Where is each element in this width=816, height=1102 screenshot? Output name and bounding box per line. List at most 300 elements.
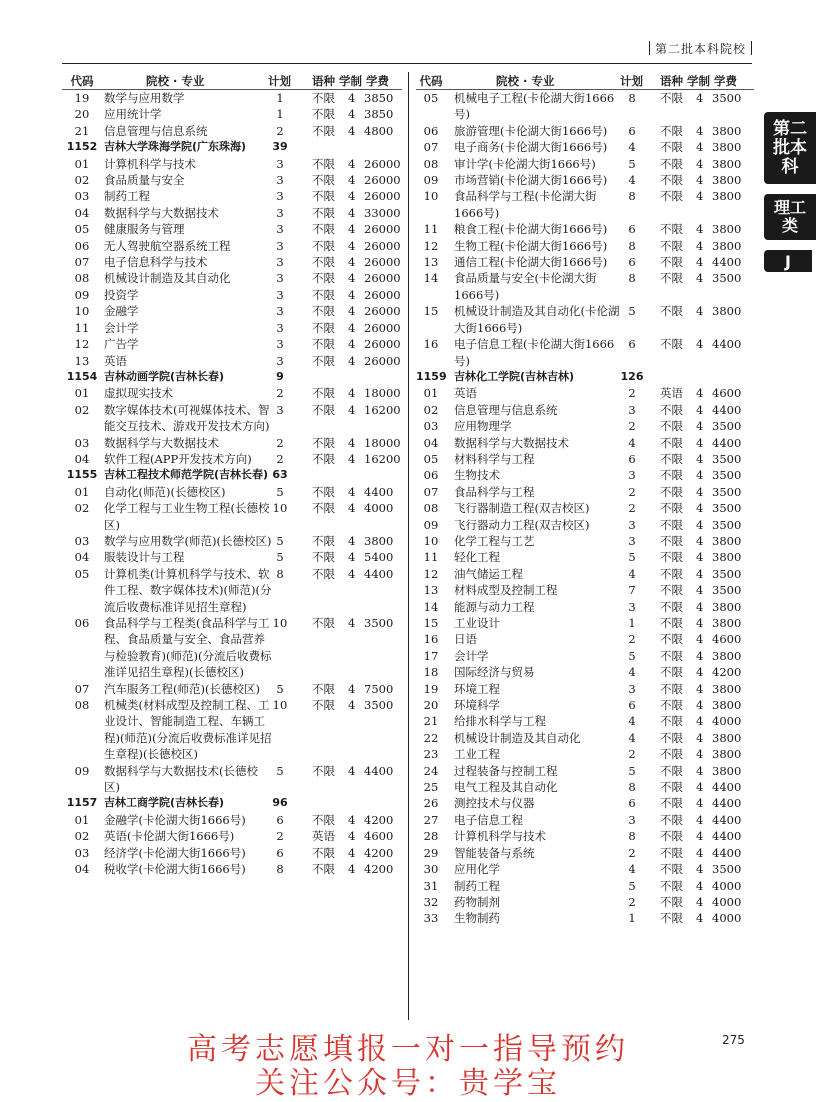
table-row xyxy=(416,582,754,598)
plan-cell: 2 xyxy=(276,435,284,450)
years-cell: 4 xyxy=(696,222,704,237)
plan-cell: 5 xyxy=(628,156,636,171)
code-cell: 17 xyxy=(423,648,439,663)
language-cell: 不限 xyxy=(660,271,683,286)
code-cell: 09 xyxy=(423,173,439,188)
major-name-cell: 制药工程 xyxy=(454,878,500,893)
letter-tab: J xyxy=(764,250,812,272)
major-name-cell: 机械类(材料成型及控制工程、工业设计、智能制造工程、车辆工程)(师范)(分流后收费标准详见招生章程)(长德校区) xyxy=(104,698,272,762)
language-cell: 不限 xyxy=(660,911,683,926)
plan-cell: 8 xyxy=(628,238,636,253)
language-cell: 不限 xyxy=(312,156,335,171)
plan-cell: 39 xyxy=(272,140,288,154)
fee-cell: 4000 xyxy=(712,894,742,909)
major-name-cell: 飞行器动力工程(双吉校区) xyxy=(454,517,590,532)
language-cell: 不限 xyxy=(660,845,683,860)
code-cell: 10 xyxy=(74,304,90,319)
header-code: 代码 xyxy=(70,74,94,88)
years-cell: 4 xyxy=(696,304,704,319)
table-row xyxy=(416,500,754,516)
code-cell: 01 xyxy=(74,812,90,827)
code-cell: 21 xyxy=(423,714,439,729)
major-name-cell: 金融学(卡伦湖大街1666号) xyxy=(104,812,246,827)
language-cell: 不限 xyxy=(660,698,683,713)
fee-cell: 4400 xyxy=(364,763,394,778)
code-cell: 01 xyxy=(74,386,90,401)
fee-cell: 26000 xyxy=(364,156,401,171)
language-cell: 不限 xyxy=(312,353,335,368)
plan-cell: 8 xyxy=(628,271,636,286)
code-cell: 09 xyxy=(423,517,439,532)
table-row xyxy=(416,533,754,549)
code-cell: 10 xyxy=(423,189,439,204)
years-cell: 4 xyxy=(696,91,704,105)
major-name-cell: 健康服务与管理 xyxy=(104,222,185,237)
years-cell: 4 xyxy=(696,780,704,795)
code-cell: 02 xyxy=(74,829,90,844)
fee-cell: 4000 xyxy=(712,714,742,729)
fee-cell: 3800 xyxy=(712,533,742,548)
major-name-cell: 数据科学与大数据技术 xyxy=(104,435,219,450)
years-cell: 4 xyxy=(696,796,704,811)
major-name-cell: 计算机类(计算机科学与技术、软件工程、数字媒体技术)(师范)(分流后收费标准详见招生章程) xyxy=(104,566,272,614)
table-row xyxy=(416,172,754,188)
code-cell: 1154 xyxy=(66,369,98,383)
table-row xyxy=(62,451,402,467)
years-cell: 4 xyxy=(696,189,704,204)
major-name-cell: 会计学 xyxy=(454,648,489,663)
code-cell: 03 xyxy=(423,419,439,434)
plan-cell: 2 xyxy=(628,501,636,516)
table-row xyxy=(416,238,754,254)
table-row xyxy=(62,697,402,763)
language-cell: 不限 xyxy=(312,698,335,713)
plan-cell: 4 xyxy=(628,714,636,729)
code-cell: 30 xyxy=(423,862,439,877)
major-name-cell: 数学与应用数学(师范)(长德校区) xyxy=(104,533,272,548)
major-name-cell: 应用化学 xyxy=(454,862,500,877)
language-cell: 不限 xyxy=(660,533,683,548)
plan-cell: 6 xyxy=(628,698,636,713)
left-column xyxy=(62,68,402,878)
table-row xyxy=(416,746,754,762)
fee-cell: 3800 xyxy=(712,616,742,630)
table-row xyxy=(416,517,754,533)
fee-cell: 3800 xyxy=(712,304,742,319)
fee-cell: 4000 xyxy=(712,878,742,893)
plan-cell: 5 xyxy=(628,878,636,893)
table-row xyxy=(62,287,402,303)
major-name-cell: 无人驾驶航空器系统工程 xyxy=(104,238,231,253)
table-row xyxy=(416,894,754,910)
fee-cell: 7500 xyxy=(364,681,394,696)
language-cell: 不限 xyxy=(660,616,683,630)
fee-cell: 3800 xyxy=(712,599,742,614)
fee-cell: 3500 xyxy=(712,501,742,516)
major-name-cell: 服装设计与工程 xyxy=(104,550,185,565)
fee-cell: 3800 xyxy=(364,533,394,548)
plan-cell: 8 xyxy=(628,189,636,204)
table-row xyxy=(62,861,402,877)
plan-cell: 2 xyxy=(276,829,284,844)
years-cell: 4 xyxy=(348,862,356,877)
fee-cell: 3800 xyxy=(712,140,742,155)
major-name-cell: 广告学 xyxy=(104,337,139,352)
code-cell: 07 xyxy=(423,140,439,155)
fee-cell: 4600 xyxy=(712,632,742,647)
table-row xyxy=(416,467,754,483)
fee-cell: 4400 xyxy=(712,255,742,270)
table-row xyxy=(416,779,754,795)
school-row xyxy=(62,139,402,155)
major-name-cell: 汽车服务工程(师范)(长德校区) xyxy=(104,681,260,696)
code-cell: 1159 xyxy=(416,369,447,383)
table-row xyxy=(416,435,754,451)
code-cell: 28 xyxy=(423,829,439,844)
plan-cell: 2 xyxy=(276,451,284,466)
years-cell: 4 xyxy=(696,862,704,877)
fee-cell: 3800 xyxy=(712,730,742,745)
header-name: 院校 · 专业 xyxy=(146,74,205,88)
plan-cell: 6 xyxy=(628,796,636,811)
plan-cell: 3 xyxy=(628,468,636,483)
years-cell: 4 xyxy=(696,632,704,647)
plan-cell: 5 xyxy=(628,550,636,565)
code-cell: 08 xyxy=(423,501,439,516)
code-cell: 01 xyxy=(74,156,90,171)
plan-cell: 3 xyxy=(276,173,284,188)
table-row xyxy=(62,763,402,796)
fee-cell: 3800 xyxy=(712,189,742,204)
fee-cell: 4200 xyxy=(364,845,394,860)
years-cell: 4 xyxy=(696,435,704,450)
table-row xyxy=(416,139,754,155)
table-row xyxy=(62,566,402,615)
language-cell: 不限 xyxy=(660,517,683,532)
plan-cell: 3 xyxy=(628,402,636,417)
table-row xyxy=(416,156,754,172)
fee-cell: 3800 xyxy=(712,747,742,762)
code-cell: 15 xyxy=(423,304,439,319)
years-cell: 4 xyxy=(696,698,704,713)
table-row xyxy=(62,156,402,172)
language-cell: 不限 xyxy=(660,878,683,893)
years-cell: 4 xyxy=(348,320,356,335)
table-row xyxy=(416,221,754,237)
plan-cell: 3 xyxy=(276,287,284,302)
plan-cell: 5 xyxy=(276,550,284,565)
years-cell: 4 xyxy=(348,550,356,565)
plan-cell: 2 xyxy=(628,484,636,499)
language-cell: 英语 xyxy=(312,829,335,844)
fee-cell: 3500 xyxy=(712,451,742,466)
years-cell: 4 xyxy=(696,747,704,762)
major-name-cell: 信息管理与信息系统 xyxy=(104,123,208,138)
fee-cell: 3800 xyxy=(712,681,742,696)
table-row xyxy=(416,484,754,500)
years-cell: 4 xyxy=(696,402,704,417)
major-name-cell: 材料成型及控制工程 xyxy=(454,583,558,598)
fee-cell: 3800 xyxy=(712,123,742,138)
code-cell: 07 xyxy=(423,484,439,499)
years-cell: 4 xyxy=(348,616,356,630)
fee-cell: 18000 xyxy=(364,435,401,450)
code-cell: 12 xyxy=(423,238,439,253)
language-cell: 不限 xyxy=(660,894,683,909)
major-name-cell: 电气工程及其自动化 xyxy=(454,780,558,795)
code-cell: 06 xyxy=(74,616,90,630)
major-name-cell: 制药工程 xyxy=(104,189,150,204)
years-cell: 4 xyxy=(348,484,356,499)
code-cell: 13 xyxy=(74,353,90,368)
plan-cell: 6 xyxy=(628,451,636,466)
fee-cell: 4400 xyxy=(712,796,742,811)
language-cell: 不限 xyxy=(660,763,683,778)
code-cell: 20 xyxy=(74,107,90,122)
fee-cell: 33000 xyxy=(364,205,401,220)
table-row xyxy=(416,795,754,811)
code-cell: 02 xyxy=(74,402,90,417)
plan-cell: 4 xyxy=(628,140,636,155)
years-cell: 4 xyxy=(348,287,356,302)
plan-cell: 6 xyxy=(628,222,636,237)
major-name-cell: 市场营销(卡伦湖大街1666号) xyxy=(454,173,608,188)
major-name-cell: 食品科学与工程 xyxy=(454,484,535,499)
fee-cell: 4800 xyxy=(364,123,394,138)
fee-cell: 26000 xyxy=(364,304,401,319)
years-cell: 4 xyxy=(348,107,356,122)
major-name-cell: 日语 xyxy=(454,632,477,647)
fee-cell: 4400 xyxy=(712,402,742,417)
language-cell: 不限 xyxy=(312,533,335,548)
table-row xyxy=(416,648,754,664)
table-row xyxy=(62,205,402,221)
code-cell: 13 xyxy=(423,255,439,270)
language-cell: 不限 xyxy=(660,435,683,450)
code-cell: 05 xyxy=(423,91,439,105)
fee-cell: 3800 xyxy=(712,550,742,565)
years-cell: 4 xyxy=(696,533,704,548)
years-cell: 4 xyxy=(696,878,704,893)
plan-cell: 4 xyxy=(628,173,636,188)
fee-cell: 3800 xyxy=(712,222,742,237)
major-name-cell: 旅游管理(卡伦湖大街1666号) xyxy=(454,123,608,138)
table-row xyxy=(62,90,402,106)
years-cell: 4 xyxy=(348,533,356,548)
plan-cell: 2 xyxy=(628,419,636,434)
school-name-cell: 吉林化工学院(吉林吉林) xyxy=(454,369,575,383)
table-row xyxy=(62,238,402,254)
left-table-body xyxy=(62,90,402,878)
language-cell: 不限 xyxy=(312,189,335,204)
plan-cell: 5 xyxy=(628,648,636,663)
code-cell: 29 xyxy=(423,845,439,860)
major-name-cell: 英语(卡伦湖大街1666号) xyxy=(104,829,235,844)
header-rule xyxy=(62,63,752,64)
language-cell: 不限 xyxy=(660,140,683,155)
plan-cell: 5 xyxy=(276,763,284,778)
years-cell: 4 xyxy=(348,304,356,319)
years-cell: 4 xyxy=(348,402,356,417)
language-cell: 不限 xyxy=(660,91,683,105)
major-name-cell: 计算机科学与技术 xyxy=(104,156,196,171)
page-number: 275 xyxy=(722,1033,745,1047)
code-cell: 06 xyxy=(423,468,439,483)
language-cell: 不限 xyxy=(312,304,335,319)
code-cell: 11 xyxy=(423,550,439,565)
language-cell: 不限 xyxy=(312,238,335,253)
years-cell: 4 xyxy=(696,911,704,926)
fee-cell: 26000 xyxy=(364,271,401,286)
code-cell: 1152 xyxy=(66,140,98,154)
plan-cell: 8 xyxy=(276,862,284,877)
plan-cell: 2 xyxy=(276,123,284,138)
years-cell: 4 xyxy=(696,599,704,614)
major-name-cell: 金融学 xyxy=(104,304,139,319)
code-cell: 04 xyxy=(74,550,90,565)
code-cell: 33 xyxy=(423,911,439,926)
table-row xyxy=(62,336,402,352)
plan-cell: 3 xyxy=(276,205,284,220)
fee-cell: 3500 xyxy=(712,566,742,581)
fee-cell: 3850 xyxy=(364,107,394,122)
years-cell: 4 xyxy=(696,337,704,352)
table-row xyxy=(62,172,402,188)
major-name-cell: 信息管理与信息系统 xyxy=(454,402,558,417)
major-name-cell: 计算机科学与技术 xyxy=(454,829,546,844)
language-cell: 不限 xyxy=(660,780,683,795)
major-name-cell: 智能装备与系统 xyxy=(454,845,535,860)
header-plan: 计划 xyxy=(268,74,291,88)
plan-cell: 3 xyxy=(628,599,636,614)
fee-cell: 3800 xyxy=(712,648,742,663)
table-row xyxy=(62,533,402,549)
language-cell: 不限 xyxy=(312,173,335,188)
code-cell: 19 xyxy=(74,91,90,105)
language-cell: 不限 xyxy=(660,156,683,171)
years-cell: 4 xyxy=(696,255,704,270)
table-row xyxy=(62,484,402,500)
language-cell: 不限 xyxy=(312,845,335,860)
language-cell: 不限 xyxy=(660,419,683,434)
major-name-cell: 数据科学与大数据技术 xyxy=(454,435,569,450)
plan-cell: 8 xyxy=(628,91,636,105)
code-cell: 09 xyxy=(74,287,90,302)
major-name-cell: 电子信息工程(卡伦湖大街1666号) xyxy=(454,337,615,368)
major-name-cell: 食品质量与安全 xyxy=(104,173,185,188)
major-name-cell: 数学与应用数学 xyxy=(104,91,185,105)
plan-cell: 3 xyxy=(276,271,284,286)
code-cell: 08 xyxy=(74,271,90,286)
code-cell: 02 xyxy=(423,402,439,417)
language-cell: 不限 xyxy=(660,599,683,614)
major-name-cell: 电子商务(卡伦湖大街1666号) xyxy=(454,140,608,155)
code-cell: 32 xyxy=(423,894,439,909)
plan-cell: 3 xyxy=(628,533,636,548)
header-plan: 计划 xyxy=(620,74,643,88)
plan-cell: 3 xyxy=(276,337,284,352)
code-cell: 10 xyxy=(423,533,439,548)
years-cell: 4 xyxy=(696,123,704,138)
code-cell: 02 xyxy=(74,173,90,188)
plan-cell: 63 xyxy=(272,468,288,482)
plan-cell: 3 xyxy=(276,402,284,417)
language-cell: 不限 xyxy=(660,255,683,270)
major-name-cell: 工业设计 xyxy=(454,616,500,630)
table-row xyxy=(416,303,754,336)
fee-cell: 5400 xyxy=(364,550,394,565)
code-cell: 05 xyxy=(74,222,90,237)
plan-cell: 1 xyxy=(628,616,636,630)
language-cell: 不限 xyxy=(312,107,335,122)
table-row xyxy=(416,910,754,926)
table-row xyxy=(416,615,754,631)
years-cell: 4 xyxy=(696,451,704,466)
major-name-cell: 经济学(卡伦湖大街1666号) xyxy=(104,845,246,860)
major-name-cell: 数字媒体技术(可视媒体技术、智能交互技术、游戏开发技术方向) xyxy=(104,402,270,434)
code-cell: 14 xyxy=(423,271,439,286)
plan-cell: 126 xyxy=(620,369,644,383)
language-cell: 不限 xyxy=(312,402,335,417)
table-row xyxy=(416,402,754,418)
fee-cell: 3850 xyxy=(364,91,394,105)
fee-cell: 3500 xyxy=(712,419,742,434)
language-cell: 不限 xyxy=(312,320,335,335)
fee-cell: 26000 xyxy=(364,320,401,335)
language-cell: 不限 xyxy=(312,616,335,630)
years-cell: 4 xyxy=(348,255,356,270)
fee-cell: 3500 xyxy=(712,271,742,286)
major-name-cell: 软件工程(APP开发技术方向) xyxy=(104,451,252,466)
table-row xyxy=(62,270,402,286)
language-cell: 英语 xyxy=(660,386,683,401)
plan-cell: 10 xyxy=(272,698,288,713)
code-cell: 21 xyxy=(74,123,90,138)
fee-cell: 26000 xyxy=(364,337,401,352)
language-cell: 不限 xyxy=(312,681,335,696)
major-name-cell: 国际经济与贸易 xyxy=(454,665,535,680)
plan-cell: 3 xyxy=(276,156,284,171)
plan-cell: 96 xyxy=(272,796,288,810)
table-row xyxy=(416,90,754,123)
table-row xyxy=(416,697,754,713)
years-cell: 4 xyxy=(696,140,704,155)
code-cell: 03 xyxy=(74,845,90,860)
fee-cell: 16200 xyxy=(364,402,401,417)
fee-cell: 4600 xyxy=(364,829,394,844)
code-cell: 12 xyxy=(423,566,439,581)
code-cell: 23 xyxy=(423,747,439,762)
code-cell: 22 xyxy=(423,730,439,745)
major-name-cell: 生物技术 xyxy=(454,468,500,483)
language-cell: 不限 xyxy=(660,730,683,745)
code-cell: 11 xyxy=(74,320,90,335)
major-name-cell: 测控技术与仪器 xyxy=(454,796,535,811)
major-name-cell: 投资学 xyxy=(104,287,139,302)
major-name-cell: 机械设计制造及其自动化(卡伦湖大街1666号) xyxy=(454,304,620,335)
language-cell: 不限 xyxy=(312,271,335,286)
table-row xyxy=(62,188,402,204)
language-cell: 不限 xyxy=(660,632,683,647)
code-cell: 08 xyxy=(423,156,439,171)
fee-cell: 4200 xyxy=(364,862,394,877)
table-row xyxy=(62,828,402,844)
table-row xyxy=(416,270,754,303)
code-cell: 12 xyxy=(74,337,90,352)
plan-cell: 1 xyxy=(628,911,636,926)
language-cell: 不限 xyxy=(312,91,335,105)
plan-cell: 2 xyxy=(276,386,284,401)
